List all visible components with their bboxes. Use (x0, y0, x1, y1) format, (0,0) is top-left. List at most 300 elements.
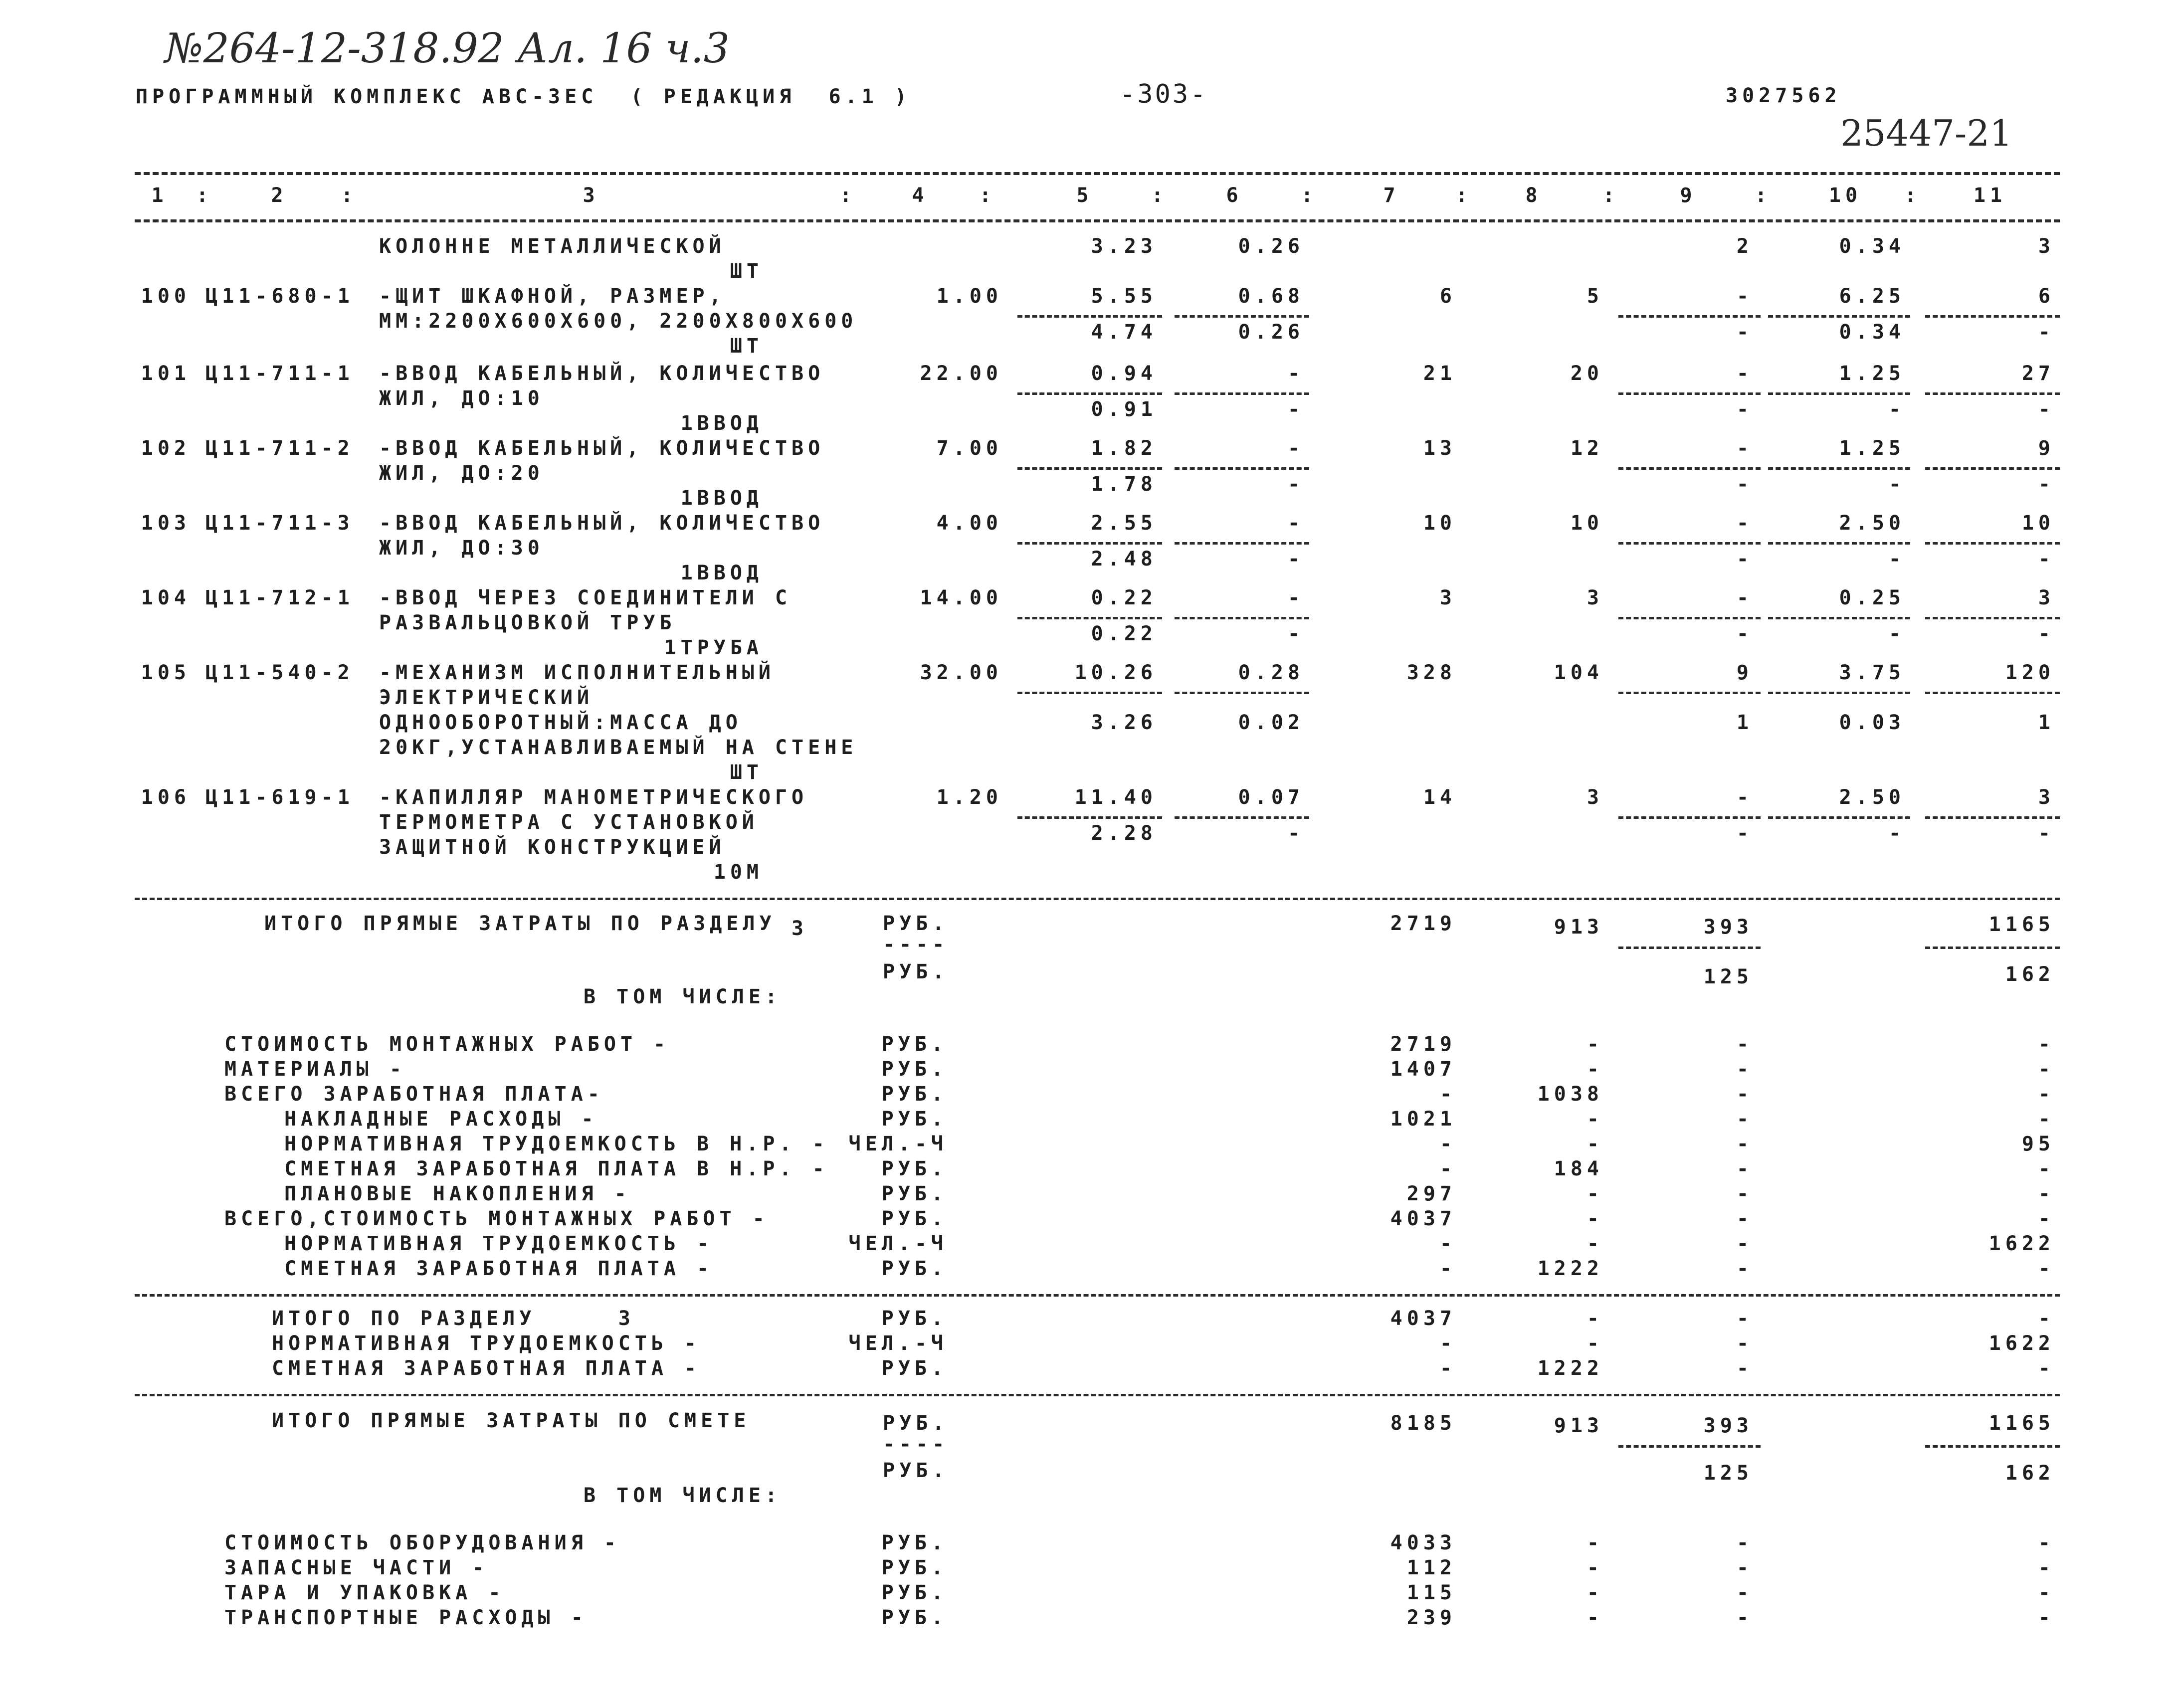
cell-c4: 32.00 (920, 661, 1002, 684)
cell-c10: 2.50 (1839, 786, 1905, 809)
handwritten-number: 25447-21 (1840, 112, 2012, 154)
result-c8: - (1586, 1307, 1603, 1330)
cell-c9: - (1736, 512, 1753, 535)
section-result-label: НОРМАТИВНАЯ ТРУДОЕМКОСТЬ - (272, 1332, 701, 1355)
cell-c9: - (1736, 437, 1753, 460)
cell-c6b: - (1287, 822, 1304, 845)
cell-c6b: - (1287, 398, 1304, 421)
breakdown-label: ПЛАНОВЫЕ НАКОПЛЕНИЯ - (284, 1182, 631, 1205)
breakdown-label: ВСЕГО ЗАРАБОТНАЯ ПЛАТА- (224, 1083, 604, 1106)
section-result-rule (135, 1294, 2060, 1297)
cell-c8: 3 (1586, 586, 1603, 609)
cell-divider (1017, 392, 1162, 395)
cell-c6b: 0.26 (1238, 321, 1304, 344)
cell-c4: 7.00 (936, 437, 1002, 460)
unit-label: ЧЕЛ.-Ч (848, 1332, 948, 1355)
unit-of-measure: ШТ (730, 761, 763, 784)
breakdown-c7: 297 (1406, 1182, 1456, 1205)
breakdown-c9: - (1736, 1232, 1753, 1255)
estimate-c9: 393 (1703, 1414, 1753, 1437)
breakdown-c8: - (1586, 1058, 1603, 1081)
column-number: 6 (1226, 184, 1243, 207)
cell-c7: 21 (1423, 362, 1456, 385)
cell-c8: 104 (1554, 661, 1603, 684)
section-total-label: ИТОГО ПРЯМЫЕ ЗАТРАТЫ ПО РАЗДЕЛУ (264, 912, 776, 935)
breakdown-c11: - (2038, 1257, 2055, 1280)
cell-divider (1768, 542, 1910, 545)
resource-code: Ц11-712-1 (205, 586, 354, 609)
cell-c6: - (1287, 512, 1304, 535)
total-c11b: 162 (2005, 963, 2055, 986)
cell-divider (1175, 816, 1309, 819)
section-total-rule (135, 898, 2060, 900)
cell-c5b: 0.22 (1091, 622, 1157, 645)
breakdown-label: СМЕТНАЯ ЗАРАБОТНАЯ ПЛАТА В Н.Р. - (284, 1157, 829, 1180)
cell-c4: 1.00 (936, 285, 1002, 308)
cell-c10: 1.25 (1839, 437, 1905, 460)
unit-label: РУБ. (883, 960, 949, 983)
cell-c11: 27 (2021, 362, 2055, 385)
cell-c6b: - (1287, 622, 1304, 645)
cell-divider (1017, 315, 1162, 318)
breakdown-c11: - (2038, 1083, 2055, 1106)
breakdown-c7: 1021 (1390, 1108, 1456, 1131)
cell-c9: - (1736, 362, 1753, 385)
cell-c11: 120 (2005, 661, 2055, 684)
breakdown-c9: - (1736, 1083, 1753, 1106)
unit-label: РУБ. (881, 1108, 948, 1131)
row-number: 105 (141, 661, 191, 684)
breakdown-c8: 1038 (1537, 1083, 1603, 1106)
cell-divider (1925, 816, 2060, 819)
cell-c6: 0.28 (1238, 661, 1304, 684)
cell-divider (1768, 315, 1910, 318)
result-c9: - (1736, 1357, 1753, 1380)
cell-c4: 22.00 (920, 362, 1002, 385)
cell-c8: 3 (1586, 786, 1603, 809)
row-number: 104 (141, 586, 191, 609)
cell-divider (1017, 816, 1162, 819)
cell-c10b: - (1888, 622, 1905, 645)
column-separator: : (1755, 184, 1772, 207)
cell-divider (1618, 816, 1761, 819)
cell-divider (1618, 315, 1761, 318)
breakdown-label: НОРМАТИВНАЯ ТРУДОЕМКОСТЬ В Н.Р. - (284, 1133, 829, 1155)
cell-c11: 3 (2038, 786, 2055, 809)
total-c11: 1165 (1988, 913, 2055, 936)
work-description: ЖИЛ, ДО:10 (379, 387, 544, 410)
column-number: 7 (1383, 184, 1400, 207)
cell-c5: 5.55 (1091, 285, 1157, 308)
cell-c10b: 0.34 (1839, 321, 1905, 344)
cell-c9: - (1736, 586, 1753, 609)
cell-c5: 2.55 (1091, 512, 1157, 535)
cell-c11b: - (2038, 548, 2055, 570)
resource-code: Ц11-540-2 (205, 661, 354, 684)
column-separator: : (1904, 184, 1921, 207)
cell-c5: 1.82 (1091, 437, 1157, 460)
breakdown-c7: 2719 (1390, 1033, 1456, 1056)
unit-label: РУБ. (881, 1182, 948, 1205)
cell-c5b: 2.28 (1091, 822, 1157, 845)
work-description: КОЛОННЕ МЕТАЛЛИЧЕСКОЙ (379, 235, 726, 258)
section-number: 3 (791, 917, 808, 940)
unit-of-measure: 10М (713, 861, 763, 884)
breakdown-c8: 184 (1554, 1157, 1603, 1180)
header-bottom-rule (135, 219, 2060, 222)
result-c9: - (1736, 1332, 1753, 1355)
in-that-number: В ТОМ ЧИСЛЕ: (584, 985, 782, 1008)
cell-c4: 14.00 (920, 586, 1002, 609)
cell-c9b: - (1736, 398, 1753, 421)
unit-of-measure: 1ВВОД (680, 412, 763, 435)
unit-label: РУБ. (883, 1459, 949, 1482)
cell-c7: 10 (1423, 512, 1456, 535)
cell-c10b: - (1888, 548, 1905, 570)
cell-c9: 2 (1736, 235, 1753, 258)
breakdown-c9: - (1736, 1556, 1753, 1579)
cell-divider (1925, 467, 2060, 470)
unit-of-measure: ШТ (730, 260, 763, 283)
cell-divider (1618, 542, 1761, 545)
cell-c11: 9 (2038, 437, 2055, 460)
resource-code: Ц11-680-1 (205, 285, 354, 308)
work-description: -ЩИТ ШКАФНОЙ, РАЗМЕР, (379, 285, 726, 308)
cell-c7: 3 (1439, 586, 1456, 609)
cell-divider (1618, 947, 1761, 949)
cell-divider (1768, 692, 1910, 694)
result-c8: - (1586, 1332, 1603, 1355)
cell-c10: 1.25 (1839, 362, 1905, 385)
breakdown-c8: - (1586, 1133, 1603, 1155)
handwritten-reference: №264-12-318.92 Ал. 16 ч.3 (165, 25, 730, 72)
cell-divider (1618, 692, 1761, 694)
resource-code: Ц11-619-1 (205, 786, 354, 809)
cell-c5: 0.22 (1091, 586, 1157, 609)
cell-c7: 13 (1423, 437, 1456, 460)
unit-label: РУБ. (883, 1412, 949, 1435)
breakdown-c11: - (2038, 1531, 2055, 1554)
breakdown-label: ЗАПАСНЫЕ ЧАСТИ - (224, 1556, 489, 1579)
cell-divider (1768, 467, 1910, 470)
cell-c4: 1.20 (936, 786, 1002, 809)
cell-c5b: 1.78 (1091, 473, 1157, 496)
cell-divider (1017, 617, 1162, 619)
unit-label: РУБ. (881, 1606, 948, 1629)
cell-c11: 3 (2038, 586, 2055, 609)
breakdown-c7: - (1439, 1157, 1456, 1180)
breakdown-c9: - (1736, 1033, 1753, 1056)
total-c7: 2719 (1390, 912, 1456, 935)
breakdown-c11: - (2038, 1033, 2055, 1056)
breakdown-c9: - (1736, 1207, 1753, 1230)
result-c8: 1222 (1537, 1357, 1603, 1380)
cell-c9: - (1736, 786, 1753, 809)
breakdown-c7: - (1439, 1133, 1456, 1155)
cell-c11b: 1 (2038, 711, 2055, 734)
cell-c6b: 0.02 (1238, 711, 1304, 734)
work-description: ОДНООБОРОТНЫЙ:МАССА ДО (379, 711, 742, 734)
breakdown-c7: 115 (1406, 1581, 1456, 1604)
row-number: 106 (141, 786, 191, 809)
cell-divider (1618, 1445, 1761, 1448)
unit-label: РУБ. (881, 1157, 948, 1180)
breakdown-c8: - (1586, 1232, 1603, 1255)
unit-of-measure: 1ВВОД (680, 562, 763, 584)
breakdown-c8: - (1586, 1581, 1603, 1604)
cell-divider (1925, 315, 2060, 318)
cell-c7: 6 (1439, 285, 1456, 308)
estimate-total-rule (135, 1394, 2060, 1396)
estimate-c9b: 125 (1703, 1462, 1753, 1485)
breakdown-c9: - (1736, 1157, 1753, 1180)
cell-c8: 20 (1570, 362, 1603, 385)
work-description: -МЕХАНИЗМ ИСПОЛНИТЕЛЬНЫЙ (379, 661, 775, 684)
breakdown-c7: 239 (1406, 1606, 1456, 1629)
work-description: ММ:2200X600X600, 2200X800X600 (379, 310, 858, 333)
cell-divider (1618, 617, 1761, 619)
cell-divider (1925, 392, 2060, 395)
work-description: ЖИЛ, ДО:20 (379, 462, 544, 485)
result-c11: 1622 (1988, 1332, 2055, 1355)
cell-c6: 0.68 (1238, 285, 1304, 308)
breakdown-label: ВСЕГО,СТОИМОСТЬ МОНТАЖНЫХ РАБОТ - (224, 1207, 769, 1230)
result-c9: - (1736, 1307, 1753, 1330)
cell-divider (1175, 392, 1309, 395)
cell-c6: - (1287, 362, 1304, 385)
unit-of-measure: 1ВВОД (680, 487, 763, 510)
unit-label: РУБ. (881, 1058, 948, 1081)
breakdown-c7: - (1439, 1232, 1456, 1255)
cell-c11: 6 (2038, 285, 2055, 308)
unit-of-measure: 1ТРУБА (664, 636, 763, 659)
unit-label: РУБ. (881, 1531, 948, 1554)
column-separator: : (1301, 184, 1318, 207)
cell-c9: 9 (1736, 661, 1753, 684)
cell-c11b: - (2038, 473, 2055, 496)
breakdown-c11: 95 (2021, 1133, 2055, 1155)
cell-c4: 4.00 (936, 512, 1002, 535)
row-number: 101 (141, 362, 191, 385)
column-number: 10 (1828, 184, 1862, 207)
cell-c5: 10.26 (1074, 661, 1157, 684)
cell-c10: 2.50 (1839, 512, 1905, 535)
unit-label: РУБ. (881, 1033, 948, 1056)
header-top-rule (135, 172, 2060, 175)
breakdown-c9: - (1736, 1606, 1753, 1629)
breakdown-label: СМЕТНАЯ ЗАРАБОТНАЯ ПЛАТА - (284, 1257, 714, 1280)
page-number: -303- (1120, 79, 1208, 109)
column-number: 4 (912, 184, 929, 207)
cell-c9b: - (1736, 321, 1753, 344)
estimate-total-label: ИТОГО ПРЯМЫЕ ЗАТРАТЫ ПО СМЕТЕ (272, 1409, 751, 1432)
cell-c9b: - (1736, 473, 1753, 496)
work-description: -ВВОД КАБЕЛЬНЫЙ, КОЛИЧЕСТВО (379, 437, 825, 460)
cell-c7: 328 (1406, 661, 1456, 684)
estimate-c8: 913 (1554, 1414, 1603, 1437)
cell-c6: - (1287, 586, 1304, 609)
unit-label: РУБ. (883, 912, 949, 935)
column-separator: : (839, 184, 856, 207)
breakdown-c8: - (1586, 1531, 1603, 1554)
breakdown-c9: - (1736, 1257, 1753, 1280)
total-c8: 913 (1554, 916, 1603, 939)
cell-divider (1925, 617, 2060, 619)
unit-label: РУБ. (881, 1257, 948, 1280)
unit-label: РУБ. (881, 1083, 948, 1106)
total-c9b: 125 (1703, 965, 1753, 988)
breakdown-c9: - (1736, 1108, 1753, 1131)
row-number: 103 (141, 512, 191, 535)
breakdown-c9: - (1736, 1058, 1753, 1081)
cell-divider (1768, 617, 1910, 619)
cell-c10b: 0.03 (1839, 711, 1905, 734)
breakdown-c8: - (1586, 1207, 1603, 1230)
cell-c6b: - (1287, 548, 1304, 570)
result-c11: - (2038, 1307, 2055, 1330)
work-description: -ВВОД КАБЕЛЬНЫЙ, КОЛИЧЕСТВО (379, 362, 825, 385)
cell-c5b: 0.91 (1091, 398, 1157, 421)
cell-c8: 5 (1586, 285, 1603, 308)
cell-divider (1017, 467, 1162, 470)
cell-c7: 14 (1423, 786, 1456, 809)
work-description: ЭЛЕКТРИЧЕСКИЙ (379, 686, 594, 709)
unit-label: РУБ. (881, 1581, 948, 1604)
cell-c11b: - (2038, 622, 2055, 645)
breakdown-c9: - (1736, 1531, 1753, 1554)
breakdown-c8: - (1586, 1556, 1603, 1579)
cell-c6: 0.07 (1238, 786, 1304, 809)
breakdown-c11: - (2038, 1058, 2055, 1081)
work-description: -ВВОД КАБЕЛЬНЫЙ, КОЛИЧЕСТВО (379, 512, 825, 535)
cell-c11b: - (2038, 321, 2055, 344)
breakdown-label: ТАРА И УПАКОВКА - (224, 1581, 505, 1604)
unit-label: РУБ. (881, 1556, 948, 1579)
work-description: ЖИЛ, ДО:30 (379, 537, 544, 560)
cell-c6: - (1287, 437, 1304, 460)
breakdown-label: СТОИМОСТЬ ОБОРУДОВАНИЯ - (224, 1531, 620, 1554)
breakdown-label: СТОИМОСТЬ МОНТАЖНЫХ РАБОТ - (224, 1033, 670, 1056)
cell-c9b: - (1736, 822, 1753, 845)
cell-c11b: - (2038, 822, 2055, 845)
cell-c5b: 2.48 (1091, 548, 1157, 570)
breakdown-c7: - (1439, 1083, 1456, 1106)
cell-divider (1768, 392, 1910, 395)
program-title: ПРОГРАММНЫЙ КОМПЛЕКС АВС-3ЕС ( РЕДАКЦИЯ 6.1 ) (136, 85, 911, 108)
cell-divider (1175, 542, 1309, 545)
breakdown-label: НОРМАТИВНАЯ ТРУДОЕМКОСТЬ - (284, 1232, 714, 1255)
cell-divider (1618, 392, 1761, 395)
cell-c11: 10 (2021, 512, 2055, 535)
section-result-label: ИТОГО ПО РАЗДЕЛУ 3 (272, 1307, 635, 1330)
breakdown-c11: 1622 (1988, 1232, 2055, 1255)
result-c11: - (2038, 1357, 2055, 1380)
column-separator: : (979, 184, 996, 207)
cell-c8: 12 (1570, 437, 1603, 460)
cell-divider (1768, 816, 1910, 819)
section-result-label: СМЕТНАЯ ЗАРАБОТНАЯ ПЛАТА - (272, 1357, 701, 1380)
unit-dash: ---- (883, 933, 949, 956)
unit-label: ЧЕЛ.-Ч (848, 1232, 948, 1255)
column-separator: : (196, 184, 213, 207)
breakdown-c7: 112 (1406, 1556, 1456, 1579)
work-description: РАЗВАЛЬЦОВКОЙ ТРУБ (379, 611, 676, 634)
unit-label: РУБ. (881, 1207, 948, 1230)
resource-code: Ц11-711-2 (205, 437, 354, 460)
breakdown-c9: - (1736, 1182, 1753, 1205)
cell-c11b: - (2038, 398, 2055, 421)
breakdown-c11: - (2038, 1581, 2055, 1604)
result-c7: - (1439, 1332, 1456, 1355)
unit-dash: ---- (883, 1433, 949, 1456)
cell-c6b: - (1287, 473, 1304, 496)
column-separator: : (1602, 184, 1619, 207)
cell-c11: 3 (2038, 235, 2055, 258)
cell-divider (1175, 315, 1309, 318)
breakdown-c8: - (1586, 1606, 1603, 1629)
column-number: 3 (583, 184, 599, 207)
cell-divider (1175, 467, 1309, 470)
breakdown-c7: - (1439, 1257, 1456, 1280)
cell-divider (1175, 692, 1309, 694)
work-description: ТЕРМОМЕТРА С УСТАНОВКОЙ (379, 811, 759, 834)
breakdown-c7: 4037 (1390, 1207, 1456, 1230)
cell-c6: 0.26 (1238, 235, 1304, 258)
column-separator: : (1151, 184, 1168, 207)
cell-divider (1618, 467, 1761, 470)
cell-divider (1925, 1445, 2060, 1448)
unit-label: РУБ. (881, 1307, 948, 1330)
breakdown-c8: - (1586, 1182, 1603, 1205)
column-separator: : (1455, 184, 1472, 207)
estimate-c7: 8185 (1390, 1412, 1456, 1435)
cell-divider (1017, 692, 1162, 694)
cell-c10b: - (1888, 398, 1905, 421)
cell-c5b: 3.26 (1091, 711, 1157, 734)
cell-c10b: - (1888, 822, 1905, 845)
column-number: 2 (271, 184, 288, 207)
unit-label: РУБ. (881, 1357, 948, 1380)
column-number: 11 (1973, 184, 2007, 207)
cell-c10: 0.25 (1839, 586, 1905, 609)
column-number: 9 (1680, 184, 1697, 207)
breakdown-c11: - (2038, 1108, 2055, 1131)
cell-c5: 0.94 (1091, 362, 1157, 385)
result-c7: 4037 (1390, 1307, 1456, 1330)
breakdown-c7: 4033 (1390, 1531, 1456, 1554)
cell-c9b: 1 (1736, 711, 1753, 734)
document-code: 3027562 (1726, 84, 1841, 107)
cell-divider (1925, 692, 2060, 694)
unit-of-measure: ШТ (730, 335, 763, 358)
cell-c8: 10 (1570, 512, 1603, 535)
cell-divider (1017, 542, 1162, 545)
column-separator: : (341, 184, 358, 207)
breakdown-c8: - (1586, 1108, 1603, 1131)
result-c7: - (1439, 1357, 1456, 1380)
cell-divider (1175, 617, 1309, 619)
breakdown-c11: - (2038, 1157, 2055, 1180)
column-number: 8 (1525, 184, 1542, 207)
resource-code: Ц11-711-1 (205, 362, 354, 385)
row-number: 100 (141, 285, 191, 308)
resource-code: Ц11-711-3 (205, 512, 354, 535)
row-number: 102 (141, 437, 191, 460)
breakdown-c9: - (1736, 1581, 1753, 1604)
breakdown-c7: 1407 (1390, 1058, 1456, 1081)
column-number: 5 (1076, 184, 1093, 207)
breakdown-c9: - (1736, 1133, 1753, 1155)
